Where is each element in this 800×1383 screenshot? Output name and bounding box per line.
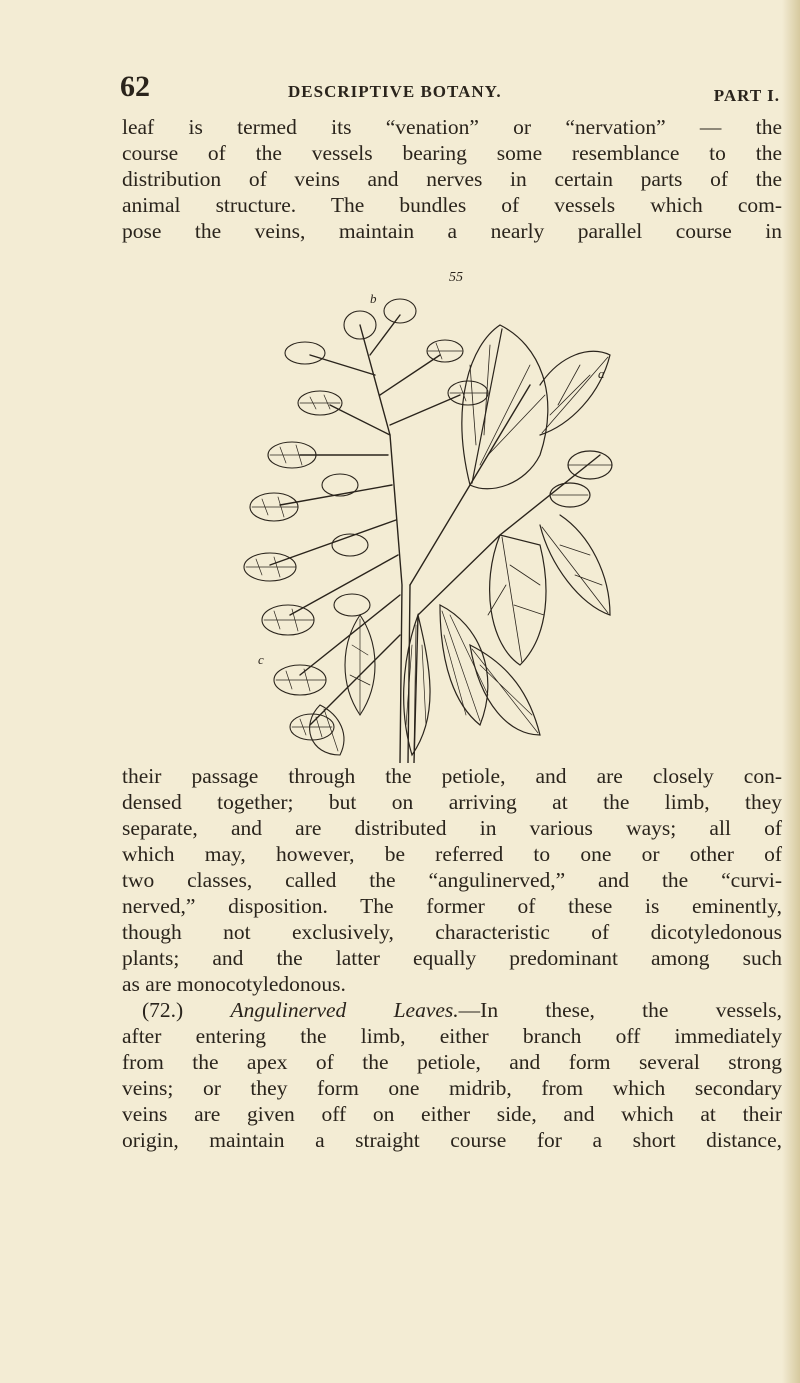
text-line: plants; and the latter equally predominant among such <box>122 946 782 970</box>
section-heading-line <box>122 997 782 1023</box>
part-label: PART I. <box>713 86 780 105</box>
text-line: leaf is termed its “venation” or “nervation” — the <box>122 115 782 139</box>
text-line: nerved,” disposition. The former of these is eminently, <box>122 894 782 918</box>
text-line: from the apex of the petiole, and form several strong <box>122 1050 782 1074</box>
section-first-line: —In these, the vessels, <box>458 998 783 1022</box>
leaf-venation-illustration <box>240 285 620 763</box>
text-line: after entering the limb, either branch off immediately <box>122 1024 782 1048</box>
text-line: veins; or they form one midrib, from which secondary <box>122 1076 782 1100</box>
running-title: DESCRIPTIVE BOTANY. <box>288 82 502 101</box>
text-line: two classes, called the “angulinerved,” and the “curvi- <box>122 868 782 892</box>
text-line: course of the vessels bearing some resemblance to the <box>122 141 782 165</box>
page-edge-shadow <box>782 0 800 1383</box>
section-title: Angulinerved Leaves. <box>230 998 459 1022</box>
text-line: distribution of veins and nerves in certain parts of the <box>122 167 782 191</box>
page-header <box>120 70 780 114</box>
text-line: their passage through the petiole, and are closely con- <box>122 764 782 788</box>
text-line: animal structure. The bundles of vessels which com- <box>122 193 782 217</box>
text-line: as are monocotyledonous. <box>122 972 346 996</box>
figure-number: 55 <box>449 270 463 285</box>
figure-label-a: a <box>598 366 605 381</box>
figure-label-b: b <box>370 291 377 306</box>
text-line: origin, maintain a straight course for a short distance, <box>122 1128 782 1152</box>
paragraph-venation <box>122 114 782 244</box>
text-line: densed together; but on arriving at the limb, they <box>122 790 782 814</box>
text-line: pose the veins, maintain a nearly parallel course in <box>122 219 782 243</box>
text-line: separate, and are distributed in various ways; all of <box>122 816 782 840</box>
text-line: which may, however, be referred to one or other of <box>122 842 782 866</box>
text-line: veins are given off on either side, and which at their <box>122 1102 782 1126</box>
text-line: though not exclusively, characteristic of dicotyledonous <box>122 920 782 944</box>
paragraph-passage <box>122 763 782 1153</box>
section-number: (72.) <box>142 998 184 1022</box>
page-number: 62 <box>120 70 150 103</box>
figure-label-c: c <box>258 652 264 667</box>
